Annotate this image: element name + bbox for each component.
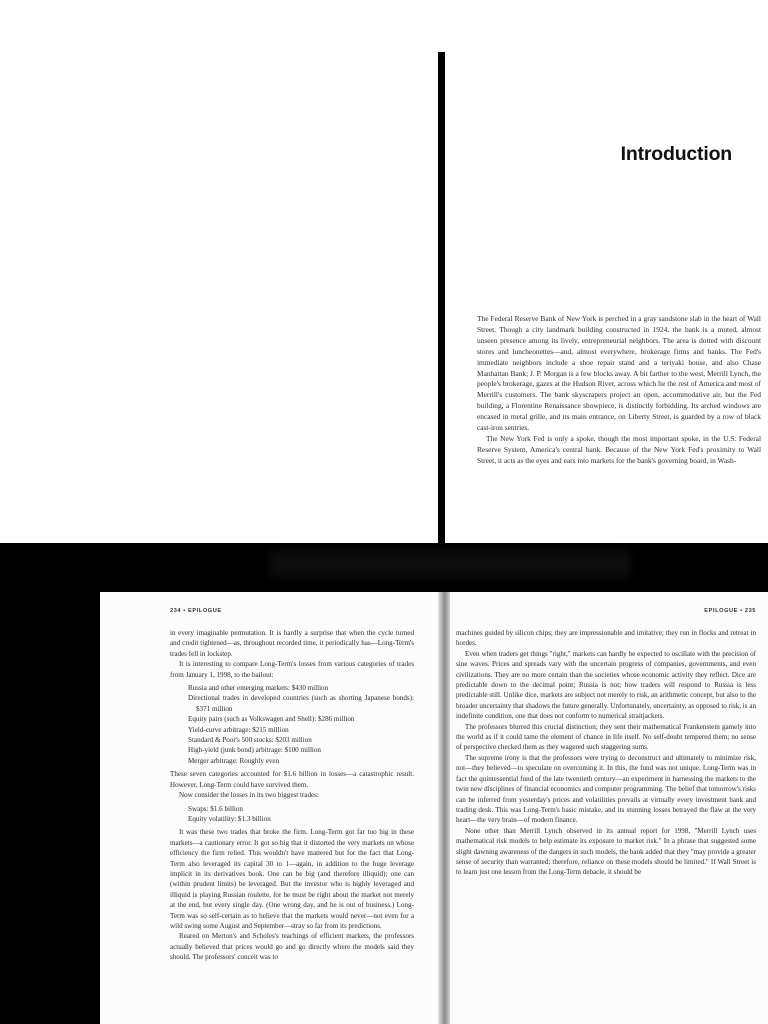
intro-text-block — [477, 314, 761, 467]
big-trades-list — [188, 804, 414, 825]
intro-paragraph: The New York Fed is only a spoke, though the most important spoke, in the U.S. Federal Reserve System, America's central bank. Because of the New York Fed's proximity to Wall Street, it acts as the eyes and ears into markets for the bank's governing board, in Wash- — [477, 433, 761, 465]
losses-list — [188, 683, 414, 766]
losses-list-item: Directional trades in developed countries (such as shorting Japanese bonds): $371 million — [188, 694, 414, 713]
body-paragraph: Now consider the losses in its two biggest trades: — [179, 791, 319, 800]
body-paragraph: The supreme irony is that the professors were trying to deconstruct and ultimately to minimize risk, not—they believed—to speculate on overcoming it. In this, the fund was not unique. Long-Term was in fact the quintessential fund of the late twentieth century—an experiment in harnessing the markets to the twin new disciplines of financial economics and computer programming. The belief that tomorrow's risks can be inferred from yesterday's prices and volatilities prevails at virtually every investment bank and trading desk. This was Long-Term's basic mistake, and its stunning losses betrayed the flaw at the very heart—the very brain—of modern finance. — [456, 753, 756, 825]
body-paragraph: Reared on Merton's and Scholes's teachings of efficient markets, the professors actually believed that prices would go and go directly where the models said they should. The professors' conceit was to — [170, 932, 414, 962]
losses-list-item: Merger arbitrage: Roughly even — [188, 756, 280, 765]
losses-list-item: Russia and other emerging markets: $430 million — [188, 684, 329, 693]
bottom-spine-shadow — [438, 592, 450, 1024]
losses-list-item: Standard & Poor's 500 stocks: $203 million — [188, 736, 312, 745]
page-234-text — [170, 628, 414, 963]
body-paragraph: None other than Merrill Lynch observed in its annual report for 1998, "Merrill Lynch uses mathematical risk models to help estimate its exposure to market risk." In a phrase that suggested some slight dawning awareness of the dangers in such models, the bank added that they "may provide a greater sense of security than warranted; therefore, reliance on these models should be limited." If Wall Street is to learn just one lesson from the Long-Term debacle, it should be — [456, 826, 756, 877]
page-235 — [450, 592, 768, 1024]
body-paragraph: It was these two trades that broke the firm. Long-Term got far too big in these markets—a cautionary error. It got so big that it distorted the very markets on whose efficiency the firm relied. This wouldn't have mattered but for the fact that Long-Term also leveraged its capital 30 to 1—again, in addition to the huge leverage implicit in its derivatives book. One can be big (and therefore illiquid); one can (within prudent limits) be leveraged. But the investor who is highly leveraged and illiquid is playing Russian roulette, for he must be right about the market not merely at the end, but every single day. (One wrong day, and he is out of business.) Long-Term was so self-certain as to believe that the markets would never—not even for a wild swing some August and September—stray so far from its predictions. — [170, 828, 414, 930]
chapter-title: Introduction — [620, 143, 732, 165]
introduction-page — [445, 0, 768, 543]
losses-list-item: Equity pairs (such as Volkswagen and Shell): $286 million — [188, 715, 355, 724]
page-235-text — [456, 628, 756, 878]
page-234 — [100, 592, 438, 1024]
body-paragraph: in every imaginable permutation. It is hardly a surprise that when the cycle turned and credit tightened—as, throughout recorded time, it periodically has—Long-Term's trades fell in lockstep. — [170, 629, 414, 658]
top-spine-shadow — [438, 52, 445, 543]
body-paragraph: It is interesting to compare Long-Term's losses from various categories of trades from January 1, 1998, to the bailout: — [170, 660, 414, 679]
big-trades-list-item: Equity volatility: $1.3 billion — [188, 814, 271, 823]
losses-list-item: Yield-curve arbitrage: $215 million — [188, 725, 289, 734]
body-paragraph: The professors blurred this crucial distinction; they sent their mathematical Frankenstein gamely into the world as if it could tame the element of chance in life itself. No self-doubt tempered them; no sense of perspective checked them as they wagered such staggering sums. — [456, 722, 756, 752]
running-head-left: 234 • EPILOGUE — [170, 608, 222, 614]
bleed-through-shadow — [270, 551, 630, 577]
body-paragraph: machines guided by silicon chips; they are impressionable and imitative; they run in flocks and retreat in hordes. — [456, 629, 756, 648]
body-paragraph: These seven categories accounted for $1.6 billion in losses—a catastrophic result. However, Long-Term could have survived them. — [170, 770, 414, 789]
intro-paragraph: The Federal Reserve Bank of New York is perched in a gray sandstone slab in the heart of Wall Street. Though a city landmark building constructed in 1924, the bank is a muted, almost unseen presence among its lively, entrepreneurial neighbors. The area is dotted with discount stores and luncheonettes—and, almost everywhere, brokerage firms and banks. The Fed's immediate neighbors include a shoe repair stand and a teriyaki house, and also Chase Manhattan Bank; J. P. Morgan is a few blocks away. A bit farther to the west, Merrill Lynch, the people's brokerage, gazes at the Hudson River, across which lie the rest of America and most of Merrill's customers. The bank skyscrapers project an open, accommodative air, but the Fed building, a Florentine Renaissance showpiece, is distinctly forbidding. Its arched windows are encased in metal grille, and its main entrance, on Liberty Street, is guarded by a row of black cast-iron sentries. — [477, 314, 761, 433]
running-head-right: EPILOGUE • 235 — [704, 608, 756, 614]
losses-list-item: High-yield (junk bond) arbitrage: $100 million — [188, 746, 321, 755]
top-left-blank-page — [0, 0, 438, 543]
big-trades-list-item: Swaps: $1.6 billion — [188, 804, 243, 813]
body-paragraph: Even when traders get things "right," markets can hardly be expected to oscillate with the precision of sine waves. Prices and spreads vary with the uncertain progress of companies, governments, and even civilizations. They are no more certain than the societies whose economic activity they reflect. Dice are predictable down to the decimal point; Russia is not; how traders will respond to Russia is less predictable still. Unlike dice, markets are subject not merely to risk, an arithmetic concept, but also to the broader uncertainty that shadows the future generally. Unfortunately, uncertainty, as opposed to risk, is an indefinite condition, one that does not conform to numerical straitjackets. — [456, 649, 757, 721]
